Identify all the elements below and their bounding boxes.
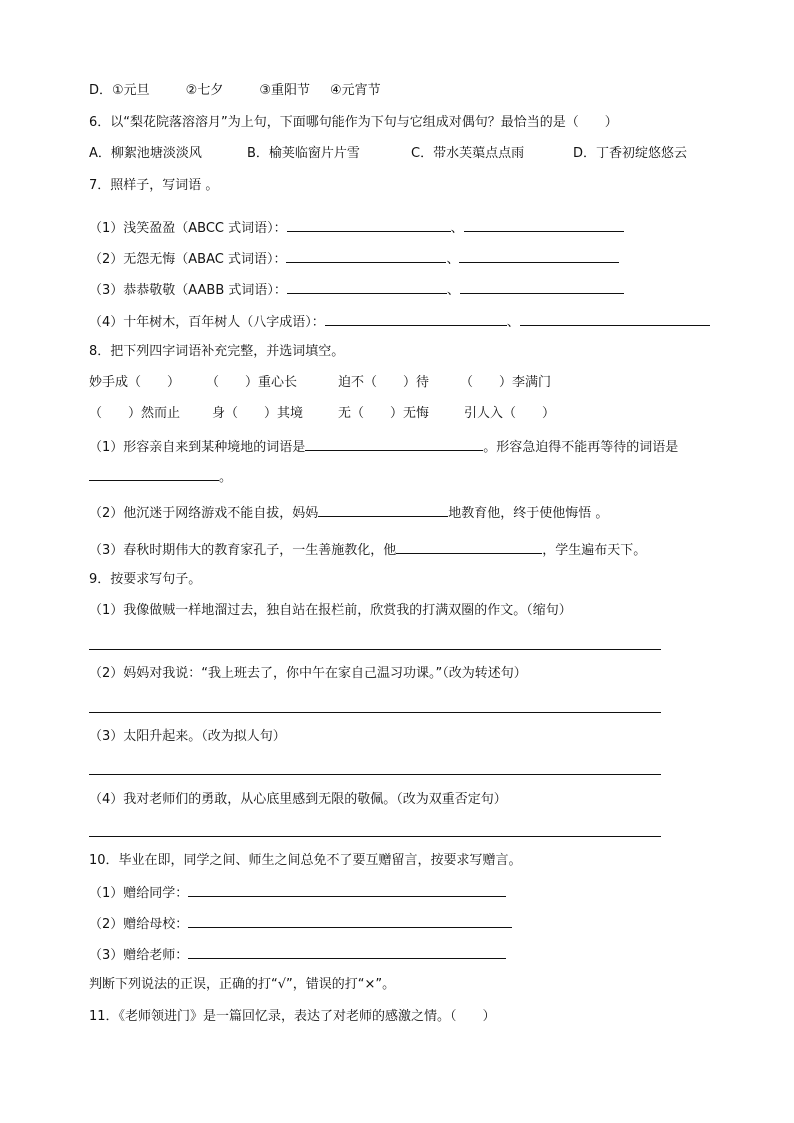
q8-item-1-text-a: （1）形容亲自来到某种境地的词语是	[89, 440, 306, 455]
q7-item-2-blank-a[interactable]	[286, 248, 446, 263]
q8-item-1-text-b: 。形容急迫得不能再等待的词语是	[483, 440, 679, 455]
q5-option-d	[89, 81, 381, 101]
q7-item-2	[89, 248, 619, 268]
q9-item-4-answer-line[interactable]	[89, 836, 661, 837]
q8-word-4: （ ）李满门	[460, 375, 552, 390]
q10-item-1	[89, 882, 506, 902]
q7-item-1-label: （1）浅笑盈盈（ABCC 式词语）：	[89, 221, 287, 236]
q10-item-3-label: （3）赠给老师：	[89, 948, 189, 963]
judge-instruction: 判断下列说法的正误，正确的打“√”，错误的打“×”。	[89, 977, 396, 992]
q8-item-1-blank-a[interactable]	[305, 436, 483, 451]
q9-item-4: （4）我对老师们的勇敢，从心底里感到无限的敬佩。（改为双重否定句）	[89, 792, 507, 807]
q7-item-3-blank-b[interactable]	[460, 279, 624, 294]
q7-item-1	[89, 217, 624, 237]
q9-item-3: （3）太阳升起来。（改为拟人句）	[89, 729, 286, 744]
q7-item-1-blank-a[interactable]	[287, 217, 451, 232]
q8-word-1: 妙手成（ ）	[89, 375, 181, 390]
q8-word-6: 身（ ）其境	[212, 406, 304, 421]
q8-word-2: （ ）重心长	[206, 375, 298, 390]
q7-item-3-label: （3）恭恭敬敬（AABB 式词语）：	[89, 283, 287, 298]
q7-separator: 、	[506, 315, 520, 330]
q7-item-2-blank-b[interactable]	[459, 248, 619, 263]
q8-item-1-end: 。	[219, 470, 233, 485]
q8-item-2-text-a: （2）他沉迷于网络游戏不能自拔，妈妈	[89, 506, 319, 521]
q10-item-2	[89, 913, 512, 933]
q5-option-d-prefix: D．	[89, 83, 113, 98]
q10-stem: 10．毕业在即，同学之间、师生之间总免不了要互赠留言，按要求写赠言。	[89, 853, 522, 868]
q6-option-c: C．带水芙蕖点点雨	[411, 146, 525, 161]
q8-item-3-text-b: ，学生遍布天下。	[542, 543, 647, 558]
q8-item-3-blank[interactable]	[396, 539, 542, 554]
q7-separator: 、	[450, 221, 464, 236]
q5-option-d1: ①元旦	[112, 83, 150, 98]
q7-stem: 7．照样子，写词语 。	[89, 178, 219, 193]
q8-item-2-text-b: 地教育他，终于使他悔悟 。	[448, 506, 609, 521]
q5-option-d2: ②七夕	[185, 83, 224, 98]
q9-item-2-answer-line[interactable]	[89, 712, 661, 713]
q10-item-1-label: （1）赠给同学：	[89, 886, 189, 901]
q10-item-3-blank[interactable]	[188, 944, 506, 959]
q10-item-3	[89, 944, 506, 964]
q7-item-4-label: （4）十年树木，百年树人（八字成语）：	[89, 315, 325, 330]
q10-item-2-label: （2）赠给母校：	[89, 917, 189, 932]
q5-option-d3: ③重阳节	[259, 83, 310, 98]
q8-item-1	[89, 436, 678, 456]
q7-item-4	[89, 311, 710, 331]
q9-item-1: （1）我像做贼一样地溜过去，独自站在报栏前，欣赏我的打满双圈的作文。（缩句）	[89, 603, 572, 618]
q6-option-d: D．丁香初绽悠悠云	[573, 146, 688, 161]
q10-item-2-blank[interactable]	[188, 913, 512, 928]
q8-item-3-text-a: （3）春秋时期伟大的教育家孔子，一生善施教化，他	[89, 543, 397, 558]
q7-item-1-blank-b[interactable]	[464, 217, 624, 232]
q7-item-2-label: （2）无怨无悔（ABAC 式词语）：	[89, 252, 287, 267]
q5-option-d4: ④元宵节	[329, 83, 381, 98]
q8-word-7: 无（ ）无悔	[338, 406, 430, 421]
q8-word-8: 引人入（ ）	[464, 406, 556, 421]
q9-item-2: （2）妈妈对我说：“我上班去了，你中午在家自己温习功课。”（改为转述句）	[89, 666, 527, 681]
q6-option-b: B．榆荚临窗片片雪	[247, 146, 360, 161]
q9-item-3-answer-line[interactable]	[89, 774, 661, 775]
q8-stem: 8．把下列四字词语补充完整，并选词填空。	[89, 344, 345, 359]
q8-word-5: （ ）然而止	[89, 406, 181, 421]
q8-item-2	[89, 502, 608, 522]
q7-item-4-blank-b[interactable]	[520, 311, 710, 326]
q8-item-1-blank-b[interactable]	[89, 466, 219, 481]
q9-item-1-answer-line[interactable]	[89, 649, 661, 650]
q7-item-3-blank-a[interactable]	[287, 279, 447, 294]
q6-option-a: A．柳絮池塘淡淡风	[89, 146, 202, 161]
q7-separator: 、	[446, 283, 460, 298]
q6-stem: 6．以“梨花院落溶溶月”为上句，下面哪句能作为下句与它组成对偶句？最恰当的是（ ）	[89, 115, 618, 130]
q7-separator: 、	[446, 252, 460, 267]
q10-item-1-blank[interactable]	[188, 882, 506, 897]
q7-item-4-blank-a[interactable]	[325, 311, 507, 326]
q8-item-3	[89, 539, 646, 559]
q11-stem: 11．《老师领进门》是一篇回忆录，表达了对老师的感激之情。（ ）	[89, 1009, 496, 1024]
q8-word-3: 迫不（ ）待	[338, 375, 430, 390]
q9-stem: 9．按要求写句子。	[89, 572, 202, 587]
q7-item-3	[89, 279, 624, 299]
q8-item-1-cont	[89, 466, 232, 486]
q8-item-2-blank[interactable]	[318, 502, 448, 517]
